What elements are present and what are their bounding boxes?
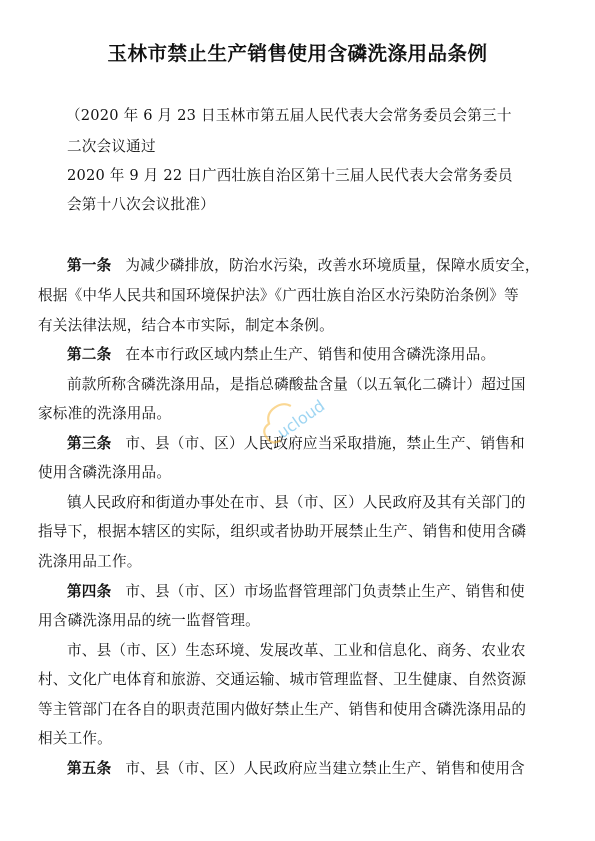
article-1-first-line xyxy=(67,256,540,276)
article-1-label: 第一条 xyxy=(67,257,112,274)
article-4-label: 第四条 xyxy=(67,583,112,600)
preamble-line: 2020 年 9 月 22 日广西壮族自治区第十三届人民代表大会常务委员 xyxy=(67,167,513,184)
article-2-para2-line: 前款所称含磷洗涤用品，是指总磷酸盐含量（以五氧化二磷计）超过国 xyxy=(67,376,526,393)
article-4-para2-line: 等主管部门在各自的职责范围内做好禁止生产、销售和使用含磷洗涤用品的 xyxy=(38,701,527,718)
preamble-line: 二次会议通过 xyxy=(67,138,156,155)
article-5-label: 第五条 xyxy=(67,760,112,777)
article-4-para2-line: 相关工作。 xyxy=(38,730,112,747)
article-1-text: 为减少磷排放，防治水污染，改善水环境质量，保障水质安全， xyxy=(125,257,540,274)
article-1-line: 根据《中华人民共和国环境保护法》《广西壮族自治区水污染防治条例》等 xyxy=(38,287,519,304)
article-3-line: 使用含磷洗涤用品。 xyxy=(38,464,172,481)
article-4-para2-line: 市、县（市、区）生态环境、发展改革、工业和信息化、商务、农业农 xyxy=(67,642,526,659)
preamble-line: 会第十八次会议批准） xyxy=(67,196,215,213)
article-2-text: 在本市行政区域内禁止生产、销售和使用含磷洗涤用品。 xyxy=(125,346,496,363)
article-2-label: 第二条 xyxy=(67,346,112,363)
article-3-label: 第三条 xyxy=(67,435,112,452)
watermark-text: ucloud xyxy=(273,395,329,443)
article-3-para2-line: 指导下，根据本辖区的实际，组织或者协助开展禁止生产、销售和使用含磷 xyxy=(38,523,527,540)
document-title: 玉林市禁止生产销售使用含磷洗涤用品条例 xyxy=(107,42,488,65)
article-2-para2-line: 家标准的洗涤用品。 xyxy=(38,405,172,422)
article-5-text: 市、县（市、区）人民政府应当建立禁止生产、销售和使用含 xyxy=(125,760,525,777)
article-5-first-line xyxy=(67,759,525,779)
article-2-first-line xyxy=(67,345,495,365)
article-1-line: 有关法律法规，结合本市实际，制定本条例。 xyxy=(38,317,334,334)
article-4-line: 用含磷洗涤用品的统一监督管理。 xyxy=(38,612,260,629)
article-3-para2-line: 镇人民政府和街道办事处在市、县（市、区）人民政府及其有关部门的 xyxy=(67,494,526,511)
ucloud-watermark-logo xyxy=(252,385,342,455)
preamble-line: （2020 年 6 月 23 日玉林市第五届人民代表大会常务委员会第三十 xyxy=(66,107,512,124)
article-3-para2-line: 洗涤用品工作。 xyxy=(38,553,142,570)
article-4-para2-line: 村、文化广电体育和旅游、交通运输、城市管理监督、卫生健康、自然资源 xyxy=(38,671,527,688)
article-4-text: 市、县（市、区）市场监督管理部门负责禁止生产、销售和使 xyxy=(125,583,525,600)
article-4-first-line xyxy=(67,582,525,602)
article-3-text: 市、县（市、区）人民政府应当采取措施，禁止生产、销售和 xyxy=(125,435,525,452)
